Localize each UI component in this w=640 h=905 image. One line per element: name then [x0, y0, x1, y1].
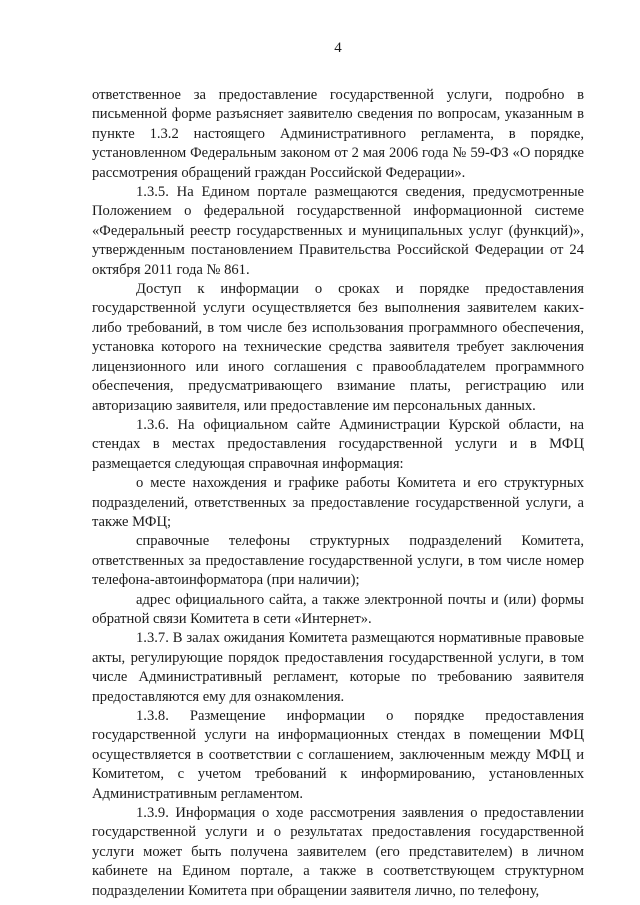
- paragraph-1-3-9: 1.3.9. Информация о ходе рассмотрения заявления о предоставлении государственной услуги и о результатах предоставления государственной услуги может быть получена заявителем (его представителем) в личном кабинете на Едином портале, а также в соответствующем структурном подразделении Комитета при обращении заявителя лично, по телефону,: [92, 805, 584, 899]
- page-number: 4: [334, 40, 342, 56]
- paragraph-phones: справочные телефоны структурных подразделений Комитета, ответственных за предоставление государственной услуги, в том числе номер телефона-автоинформатора (при наличии);: [92, 533, 584, 589]
- paragraph-location-schedule: о месте нахождения и графике работы Комитета и его структурных подразделений, ответственных за предоставление государственной услуги, а также МФЦ;: [92, 475, 584, 530]
- document-body: [92, 86, 584, 901]
- paragraph-1-3-8: 1.3.8. Размещение информации о порядке предоставления государственной услуги на информационных стендах в помещении МФЦ осуществляется в соответствии с соглашением, заключенным между МФЦ и Комитетом, с учетом требований к информированию, установленных Административным регламентом.: [92, 708, 584, 802]
- paragraph-continuation: ответственное за предоставление государственной услуги, подробно в письменной форме разъясняет заявителю сведения по вопросам, указанным в пункте 1.3.2 настоящего Административного регламента, в порядке, установленном Федеральным законом от 2 мая 2006 года № 59-ФЗ «О порядке рассмотрения обращений граждан Российской Федерации».: [92, 87, 584, 181]
- paragraph-1-3-7: 1.3.7. В залах ожидания Комитета размещаются нормативные правовые акты, регулирующие порядок предоставления государственной услуги, в том числе Административный регламент, которые по требованию заявителя предоставляются ему для ознакомления.: [92, 630, 584, 705]
- paragraph-1-3-5: 1.3.5. На Едином портале размещаются сведения, предусмотренные Положением о федеральной государственной информационной системе «Федеральный реестр государственных и муниципальных услуг (функций)», утвержденным постановлением Правительства Российской Федерации от 24 октября 2011 года № 861.: [92, 184, 584, 278]
- paragraph-access-info: Доступ к информации о сроках и порядке предоставления государственной услуги осуществляется без выполнения заявителем каких-либо требований, в том числе без использования программного обеспечения, установка которого на технические средства заявителя требует заключения лицензионного или иного соглашения с правообладателем программного обеспечения, предусматривающего взимание платы, регистрацию или авторизацию заявителя, или предоставление им персональных данных.: [92, 281, 584, 414]
- paragraph-1-3-6: 1.3.6. На официальном сайте Администрации Курской области, на стендах в местах предоставления государственной услуги и в МФЦ размещается следующая справочная информация:: [92, 416, 584, 472]
- paragraph-website: адрес официального сайта, а также электронной почты и (или) формы обратной связи Комитета в сети «Интернет».: [92, 591, 584, 627]
